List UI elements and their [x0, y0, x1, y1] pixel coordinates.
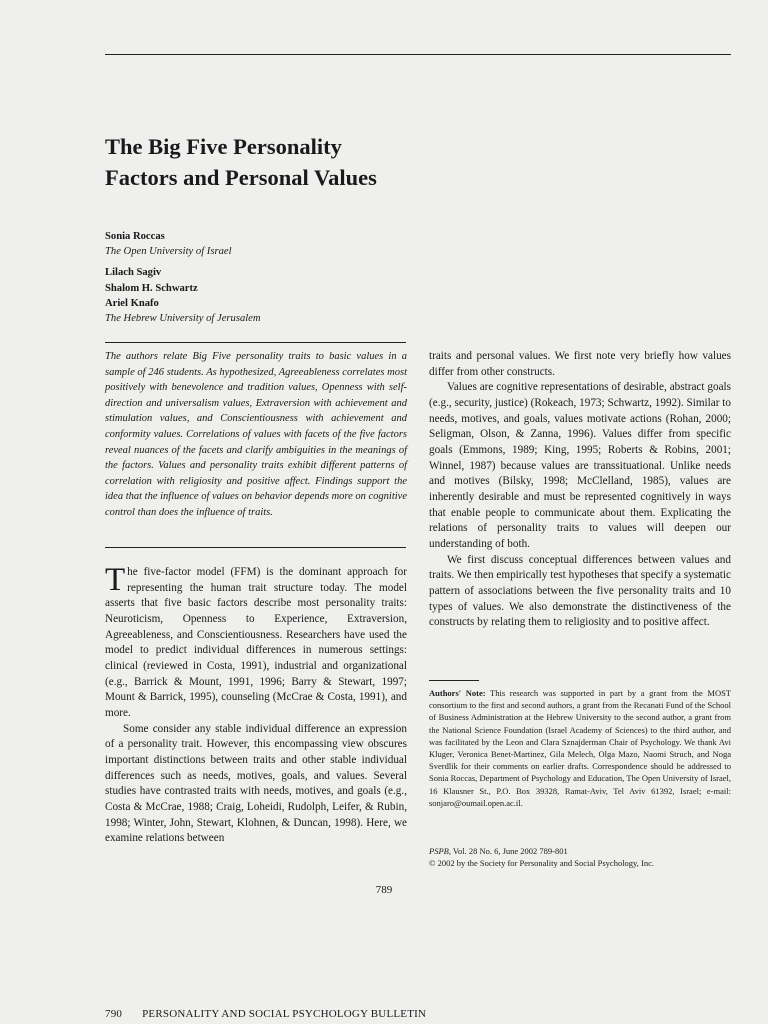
author-name: Ariel Knafo: [105, 297, 159, 309]
drop-cap: T: [105, 562, 126, 598]
article-title: [105, 131, 525, 193]
abstract-bottom-rule: [105, 547, 406, 548]
body-right-column: [429, 349, 731, 631]
citation-block: [429, 845, 731, 869]
authors-note-text: This research was supported in part by a grant from the MOST consortium to the first and second authors, a grant from the Recanati Fund of the School of Business Administration at the Hebrew University to the second author, a grant from the National Science Foundation (Israel Academy of Sciences) to the third author, and was facilitated by the Leon and Clara Sznajderman Chair of Psychology. We thank Avi Kluger, Veronica Benet-Martinez, Gila Melech, Olga Mazo, Naomi Struch, and Noga Sverdlik for their comments on earlier drafts. Correspondence should be addressed to Sonia Roccas, Department of Psychology and Education, The Open University of Israel, 16 Klausner St., P.O. Box 39328, Ramat-Aviv, Tel Aviv 61392, Israel; e-mail: sonjaro@oumail.open.ac.il.: [429, 688, 731, 808]
footer-journal-title: PERSONALITY AND SOCIAL PSYCHOLOGY BULLETIN: [142, 1008, 427, 1020]
authors-note-label: Authors' Note:: [429, 688, 486, 698]
top-rule: [105, 54, 731, 55]
author-name: Sonia Roccas: [105, 231, 165, 242]
author-name: Lilach Sagiv: [105, 267, 162, 279]
footnote-rule: [429, 680, 479, 681]
title-line-2: Factors and Personal Values: [105, 165, 377, 190]
body-paragraph: traits and personal values. We first note very briefly how values differ from other constructs.: [429, 350, 731, 378]
author-affiliation: The Hebrew University of Jerusalem: [105, 313, 261, 325]
page-number: 789: [375, 884, 393, 896]
body-paragraph: [105, 562, 407, 722]
author-block: [105, 229, 425, 326]
author-name: Shalom H. Schwartz: [105, 282, 198, 294]
body-paragraph: We first discuss conceptual differences between values and traits. We then empirically test hypotheses that specify a systematic pattern of associations between the five personality traits and 10 types of values. We also demonstrate the distinctiveness of the constructs by relating them to religiosity and to positive affect.: [429, 553, 731, 629]
author-affiliation: The Open University of Israel: [105, 246, 232, 258]
body-left-column: [105, 562, 407, 847]
abstract: The authors relate Big Five personality traits to basic values in a sample of 246 students. As hypothesized, Agreeableness correlates most positively with benevolence and tradition values, Openness with self-direction and universalism values, Extraversion with achievement and stimulation values, and Conscientiousness with achievement and conformity values. Correlations of values with facets of the five factors reveal nuances of the facets and clarify ambiguities in the meanings of the factors. Values and personality traits exhibit different patterns of correlation with religiosity and positive affect. Findings support the idea that the influence of values on behavior depends more on cognitive control than does the influence of traits.: [105, 351, 407, 518]
abstract-top-rule: [105, 342, 406, 343]
citation-details: , Vol. 28 No. 6, June 2002 789-801: [448, 846, 568, 856]
journal-abbrev: PSPB: [429, 846, 449, 856]
running-footer: [105, 1008, 426, 1020]
authors-note: [429, 687, 731, 809]
footer-page-number: 790: [105, 1008, 123, 1020]
body-paragraph: Some consider any stable individual difference an expression of a personality trait. However, this encompassing view obscures important distinctions between traits and other stable individual differences such as needs, motives, goals, and values. Several studies have contrasted traits with needs, motives, and goals (e.g., Costa & McCrae, 1988; Craig, Loheidi, Rudolph, Leifer, & Rubin, 1998; Winter, John, Stewart, Klohnen, & Duncan, 1998). Here, we examine relations between: [105, 722, 407, 845]
copyright: © 2002 by the Society for Personality and Social Psychology, Inc.: [429, 858, 654, 868]
body-paragraph: Values are cognitive representations of desirable, abstract goals (e.g., security, justice) (Rokeach, 1973; Schwartz, 1992). Similar to needs, motives, and goals, values motivate actions (Rohan, 2000; Seligman, Olson, & Zanna, 1996). Values differ from specific goals (Emmons, 1989; King, 1995; Roberts & Robins, 2001; Winnel, 1987) because values are transsituational. Unlike needs and motives (Bilsky, 1998; McClelland, 1985), values are inherently desirable and must be represented cognitively in ways that enable people to communicate about them. Explicating the relations of personality traits to values will deepen our understanding of both.: [429, 381, 731, 550]
paragraph-text: he five-factor model (FFM) is the dominant approach for representing the human trait structure today. The model asserts that five basic factors describe most personality traits: Neuroticism, Openness to Experience, Extraversion, Agreeableness, and Conscientiousness. Researchers have used the model to predict individual differences in numerous settings: clinical (reviewed in Costa, 1991), industrial and organizational (e.g., Barrick & Mount, 1991, 1996; Barry & Stewart, 1997; Mount & Barrick, 1995), counseling (McCrae & Costa, 1991), and more.: [105, 566, 407, 719]
title-line-1: The Big Five Personality: [105, 134, 342, 159]
